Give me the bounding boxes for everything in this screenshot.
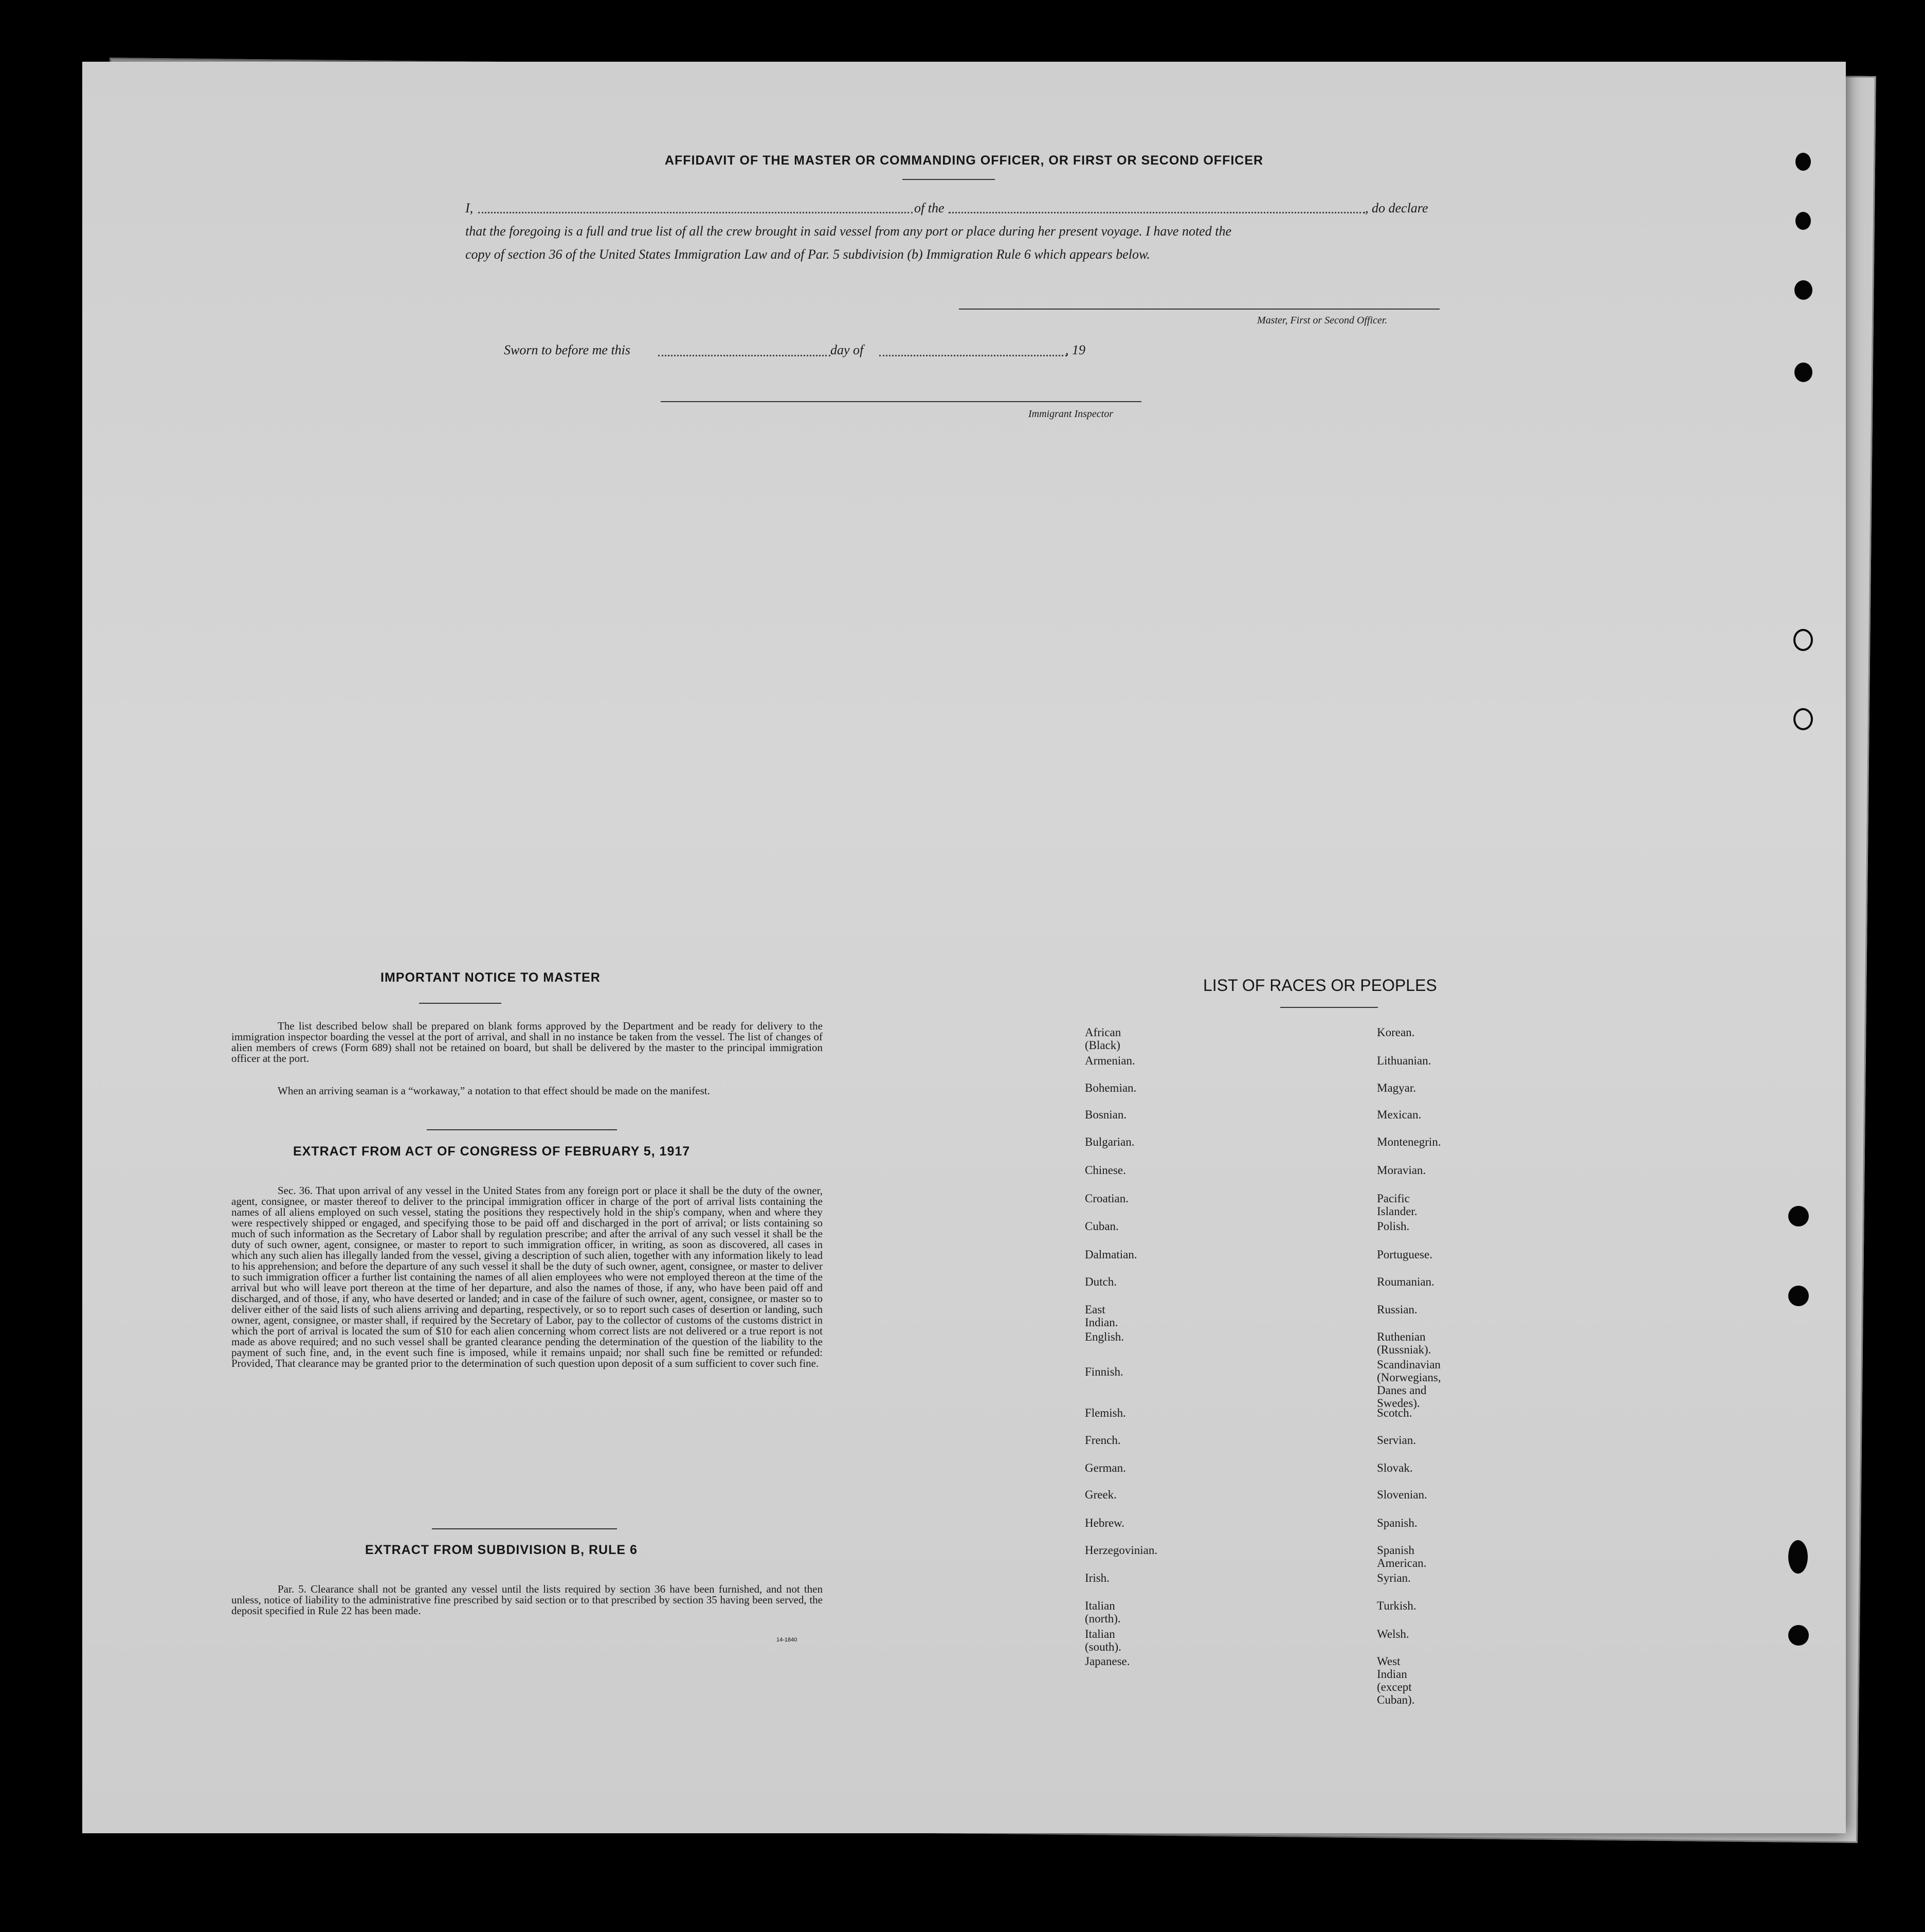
race-item: Servian.	[1377, 1434, 1416, 1447]
race-item: West Indian (except Cuban).	[1377, 1655, 1415, 1706]
race-item: Welsh.	[1377, 1628, 1409, 1640]
notice-divider	[419, 1003, 501, 1004]
race-item: Cuban.	[1085, 1220, 1119, 1233]
race-item: Spanish.	[1377, 1516, 1418, 1529]
race-item: Mexican.	[1377, 1108, 1422, 1121]
binder-hole	[1788, 1625, 1809, 1646]
race-item: Korean.	[1377, 1026, 1415, 1039]
race-item: Ruthenian (Russniak).	[1377, 1330, 1431, 1356]
race-item: Flemish.	[1085, 1406, 1126, 1419]
sworn-day-of: day of	[830, 342, 864, 357]
binder-hole	[1794, 363, 1812, 382]
sworn-year: , 19	[1065, 342, 1085, 357]
sworn-prefix: Sworn to before me this	[504, 342, 631, 357]
race-item: Scandinavian (Norwegians, Danes and Swedes).	[1377, 1358, 1441, 1410]
notice-title: IMPORTANT NOTICE TO MASTER	[380, 970, 601, 985]
race-item: Irish.	[1085, 1572, 1110, 1584]
race-item: African (Black)	[1085, 1026, 1121, 1052]
affidavit-i: I,	[465, 201, 474, 215]
race-item: Portuguese.	[1377, 1248, 1432, 1261]
races-title: LIST OF RACES OR PEOPLES	[1203, 976, 1437, 995]
document-page	[82, 62, 1846, 1833]
title-divider	[902, 179, 995, 180]
inspector-label: Immigrant Inspector	[1028, 408, 1113, 420]
race-item: Bosnian.	[1085, 1108, 1127, 1121]
master-signature-label: Master, First or Second Officer.	[1257, 315, 1388, 326]
race-item: Montenegrin.	[1377, 1135, 1441, 1148]
race-item: Armenian.	[1085, 1054, 1135, 1067]
race-item: Dalmatian.	[1085, 1248, 1137, 1261]
form-number: 14-1840	[776, 1637, 797, 1643]
race-item: East Indian.	[1085, 1303, 1118, 1329]
congress-extract-title: EXTRACT FROM ACT OF CONGRESS OF FEBRUARY 5, 1917	[293, 1144, 691, 1159]
race-item: Pacific Islander.	[1377, 1192, 1418, 1218]
race-item: Scotch.	[1377, 1406, 1412, 1419]
race-item: Lithuanian.	[1377, 1054, 1431, 1067]
race-item: Chinese.	[1085, 1164, 1126, 1177]
name-blank[interactable]	[478, 212, 913, 213]
affidavit-line-3: copy of section 36 of the United States Immigration Law and of Par. 5 subdivision (b) Immigration Rule 6 which appears below.	[465, 247, 1150, 262]
race-item: Bohemian.	[1085, 1081, 1137, 1094]
race-item: Hebrew.	[1085, 1516, 1125, 1529]
sworn-day-blank[interactable]	[658, 355, 830, 356]
affidavit-declare: , do declare	[1365, 201, 1428, 215]
race-item: Japanese.	[1085, 1655, 1130, 1668]
rule-top-divider	[432, 1528, 617, 1529]
race-item: Slovak.	[1377, 1461, 1413, 1474]
congress-top-divider	[427, 1129, 617, 1130]
binder-hole	[1795, 212, 1811, 230]
rule-extract-title: EXTRACT FROM SUBDIVISION B, RULE 6	[365, 1543, 638, 1557]
binder-hole	[1793, 708, 1813, 730]
race-item: Italian (north).	[1085, 1599, 1121, 1625]
binder-hole	[1794, 280, 1812, 300]
binder-hole	[1793, 629, 1813, 651]
race-item: Bulgarian.	[1085, 1135, 1135, 1148]
race-item: English.	[1085, 1330, 1124, 1343]
race-item: Finnish.	[1085, 1365, 1123, 1378]
race-item: French.	[1085, 1434, 1121, 1447]
race-item: Turkish.	[1377, 1599, 1416, 1612]
inspector-signature-line[interactable]	[661, 401, 1141, 402]
sworn-month-blank[interactable]	[879, 355, 1067, 356]
race-item: Syrian.	[1377, 1572, 1411, 1584]
notice-para-1: The list described below shall be prepared on blank forms approved by the Department and be ready for delivery to the immigration inspector boarding the vessel at the port of arrival, and shall in no instance be taken from the vessel. The list of changes of alien members of crews (Form 689) shall not be retained on board, but shall be delivered by the master to the principal immigration officer at the port.	[231, 1020, 823, 1064]
race-item: Moravian.	[1377, 1164, 1426, 1177]
master-signature-line[interactable]	[959, 309, 1440, 310]
race-item: Polish.	[1377, 1220, 1410, 1233]
race-item: Roumanian.	[1377, 1275, 1434, 1288]
binder-hole	[1788, 1286, 1809, 1306]
race-item: Russian.	[1377, 1303, 1418, 1316]
notice-para-2: When an arriving seaman is a “workaway,” a notation to that effect should be made on the manifest.	[278, 1085, 710, 1097]
race-item: Herzegovinian.	[1085, 1544, 1158, 1557]
race-item: Italian (south).	[1085, 1628, 1121, 1653]
affidavit-of-the: of the	[914, 201, 945, 215]
rule-extract-text: Par. 5. Clearance shall not be granted any vessel until the lists required by section 36 have been furnished, and not then unless, notice of liability to the administrative fine prescribed by said section or to that prescribed by section 35 having been served, the deposit specified in Rule 22 has been made.	[231, 1583, 823, 1617]
race-item: Dutch.	[1085, 1275, 1117, 1288]
affidavit-title: AFFIDAVIT OF THE MASTER OR COMMANDING OFFICER, OR FIRST OR SECOND OFFICER	[664, 153, 1264, 168]
congress-extract-text: Sec. 36. That upon arrival of any vessel in the United States from any foreign port or place it shall be the duty of the owner, agent, consignee, or master thereof to deliver to the principal immigration officer in charge of the port of arrival lists containing the names of all aliens employed on such vessel, stating the positions they respectively hold in the ship's company, when and where they were respectively shipped or engaged, and specifying those to be paid off and discharged in the port of arrival; or lists containing so much of such information as the Secretary of Labor shall by regulation prescribe; and after the arrival of any such vessel it shall be the duty of such owner, agent, consignee, or master to report to such immigration officer, in writing, as soon as discovered, all cases in which any such alien has illegally landed from the vessel, giving a description of such alien, together with any information likely to lead to his apprehension; and before the departure of any such vessel it shall be the duty of such owner, agent, consignee, or master to deliver to such immigration officer a further list containing the names of all alien employees who were not employed thereon at the time of the arrival but who will leave port thereon at the time of her departure, and also the names of those, if any, who have been paid off and discharged, and of those, if any, who have deserted or landed; and in case of the failure of such owner, agent, consignee, or master so to deliver either of the said lists of such aliens arriving and departing, respectively, or so to report such cases of desertion or landing, such owner, agent, consignee, or master shall, if required by the Secretary of Labor, pay to the collector of customs of the customs district in which the port of arrival is located the sum of $10 for each alien concerning whom correct lists are not delivered or a true report is not made as above required; and no such vessel shall be granted clearance pending the determination of the question of the liability to the payment of such fine, and, in the event such fine is imposed, while it remains unpaid; nor shall such fine be remitted or refunded: Provided, That clearance may be granted prior to the determination of such question upon deposit of a sum sufficient to cover such fine.	[231, 1184, 823, 1369]
race-item: Greek.	[1085, 1488, 1117, 1501]
races-divider	[1280, 1007, 1378, 1008]
race-item: Magyar.	[1377, 1081, 1416, 1094]
binder-hole	[1795, 153, 1811, 171]
race-item: Spanish American.	[1377, 1544, 1427, 1569]
binder-hole	[1788, 1206, 1809, 1226]
affidavit-line-2: that the foregoing is a full and true list of all the crew brought in said vessel from any port or place during her present voyage. I have noted the	[465, 224, 1231, 239]
vessel-blank[interactable]	[949, 212, 1365, 213]
binder-hole	[1788, 1540, 1808, 1574]
race-item: Croatian.	[1085, 1192, 1129, 1205]
race-item: German.	[1085, 1461, 1126, 1474]
race-item: Slovenian.	[1377, 1488, 1427, 1501]
